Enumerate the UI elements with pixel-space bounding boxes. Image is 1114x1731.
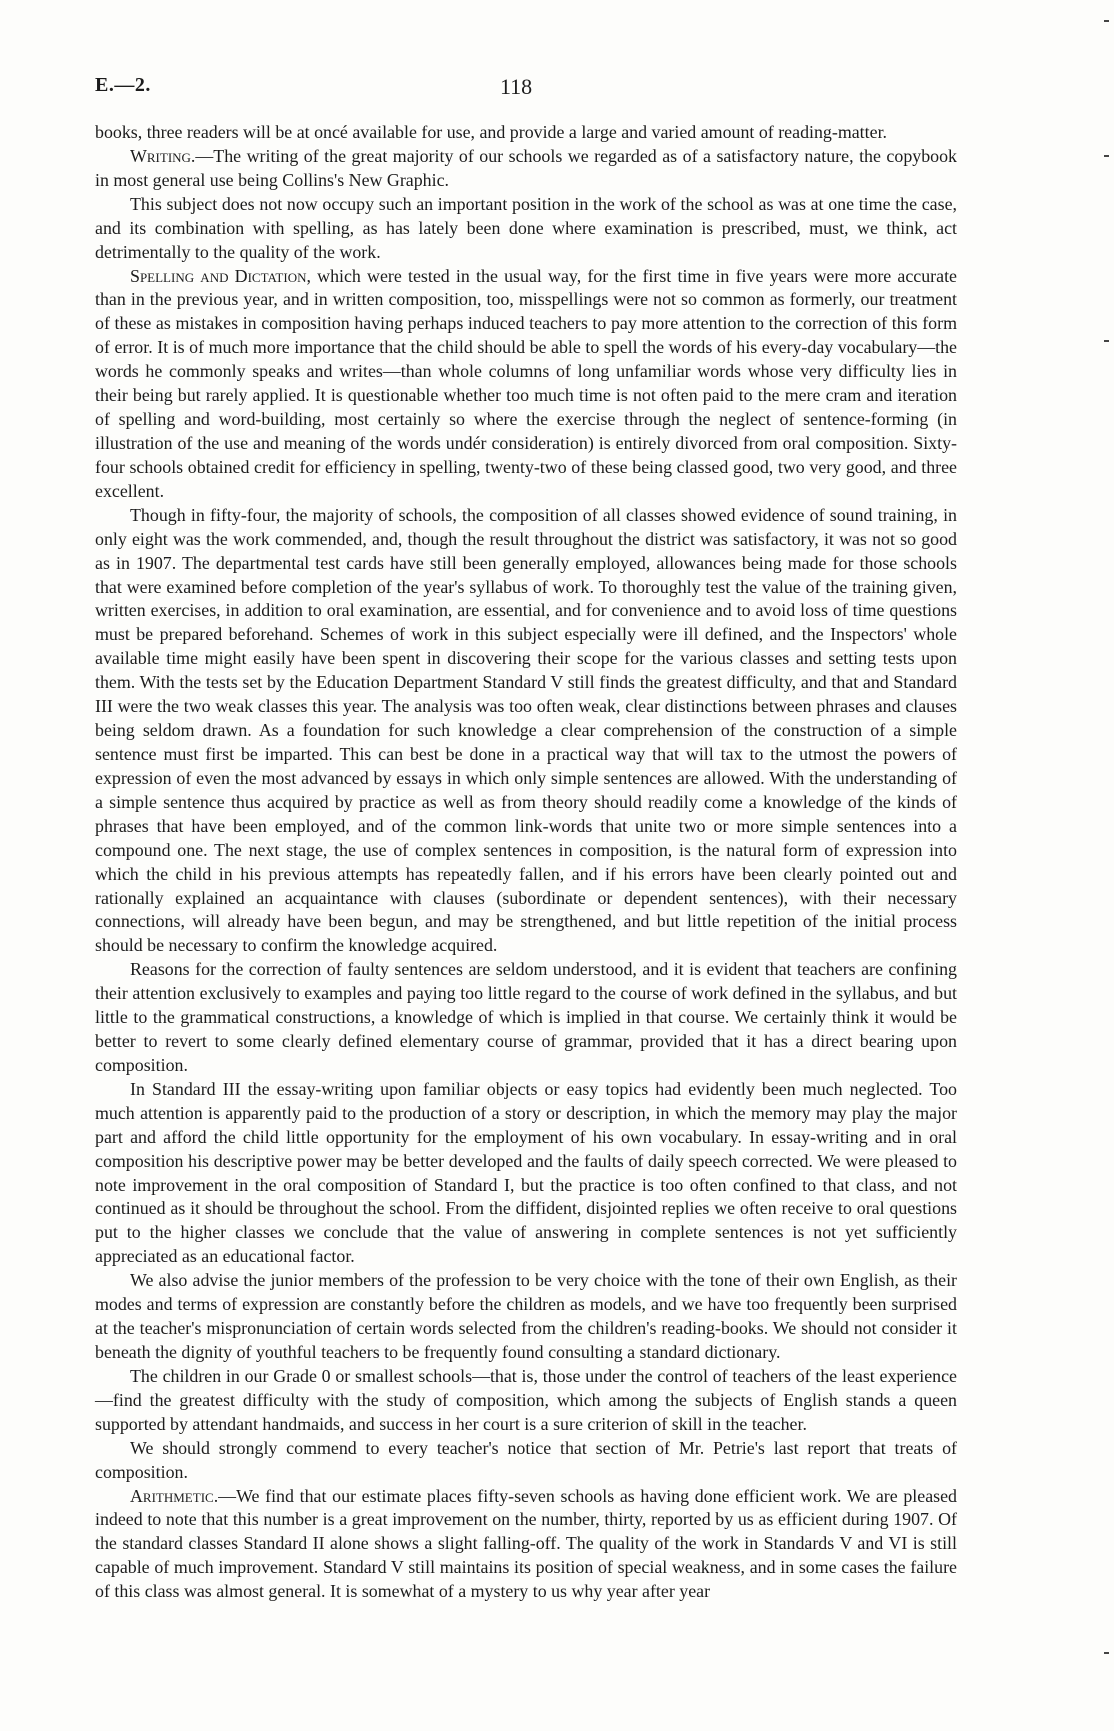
page-header	[95, 74, 955, 104]
paragraph	[95, 1078, 957, 1269]
margin-mark	[1104, 340, 1109, 342]
body-text	[95, 121, 957, 1604]
series-code: E.—2.	[95, 74, 151, 96]
margin-mark	[1104, 1652, 1109, 1654]
paragraph-writing	[95, 145, 957, 193]
paragraph-text: which were tested in the usual way, for the first time in five years were more accurate than in the previous year, and in written composition, too, misspellings were not so common as formerly, our treatment of these as mistakes in composition having perhaps induced teachers to pay more attention to the correction of this form of error. It is of much more importance that the child should be able to spell the words of his every-day vocabulary—the words he commonly speaks and writes—than whole columns of long unfamiliar words whose very difficulty lies in their being but rarely applied. It is questionable whether too much time is not often paid to the mere cram and iteration of spelling and word-building, most certainly so where the exercise through the neglect of sentence-forming (in illustration of the use and meaning of the words undér consideration) is entirely divorced from oral composition. Sixty-four schools obtained credit for efficiency in spelling, twenty-two of these being classed good, two very good, and three excellent.	[95, 265, 957, 501]
paragraph-text: Though in fifty-four, the majority of schools, the composition of all classes showed evidence of sound training, in only eight was the work commended, and, though the result throughout the district was satisfactory, it was not so good as in 1907. The departmental test cards have still been generally employed, allowances being made for those schools that were examined before completion of the year's syllabus of work. To thoroughly test the value of the training given, written exercises, in addition to oral examination, are essential, and for convenience and to avoid loss of time questions must be prepared beforehand. Schemes of work in this subject especially were ill defined, and the Inspectors' whole available time might easily have been spent in discovering their scope for the various classes and setting tests upon them. With the tests set by the Education Department Standard V still finds the greatest difficulty, and that and Standard III were the two weak classes this year. The analysis was too often weak, clear distinctions between phrases and clauses being seldom drawn. As a foundation for such knowledge a clear comprehension of the construction of a simple sentence must first be imparted. This can best be done in a practical way that will tax to the utmost the powers of expression of even the most advanced by essays in which only simple sentences are allowed. With the understanding of a simple sentence thus acquired by practice as well as from theory should readily come a knowledge of the kinds of phrases that have been employed, and of the common link-words that unite two or more simple sentences into a compound one. The next stage, the use of complex sentences in composition, is the natural form of expression into which the child in his previous attempts has repeatedly fallen, and if his errors have been clearly pointed out and rationally explained an acquaintance with clauses (subordinate or dependent sentences), with their necessary connections, will already have been begun, and may be strengthened, and but little repetition of the initial process should be necessary to confirm the knowledge acquired.	[95, 504, 957, 956]
margin-mark	[1104, 20, 1109, 22]
paragraph-text: We should strongly commend to every teacher's notice that section of Mr. Petrie's last report that treats of composition.	[95, 1437, 957, 1482]
paragraph	[95, 193, 957, 265]
section-heading-arithmetic: Arithmetic.	[130, 1485, 219, 1506]
page-number: 118	[500, 74, 533, 99]
paragraph-text: The children in our Grade 0 or smallest schools—that is, those under the control of teachers of the least experience—find the greatest difficulty with the study of composition, which among the subjects of English stands a queen supported by attendant handmaids, and success in her court is a sure criterion of skill in the teacher.	[95, 1365, 957, 1434]
paragraph	[95, 504, 957, 959]
paragraph-arithmetic	[95, 1485, 957, 1605]
paragraph-text: —We find that our estimate places fifty-seven schools as having done efficient work. We are pleased indeed to note that this number is a great improvement on the number, thirty, reported by us as efficient during 1907. Of the standard classes Standard II alone shows a slight falling-off. The quality of the work in Standards V and VI is still capable of much improvement. Standard V still maintains its position of special weakness, and in some cases the failure of this class was almost general. It is somewhat of a mystery to us why year after year	[95, 1485, 957, 1602]
paragraph-text: In Standard III the essay-writing upon familiar objects or easy topics had evidently been much neglected. Too much attention is apparently paid to the production of a story or description, in which the memory may play the major part and afford the child little opportunity for the employment of his own vocabulary. In essay-writing and in oral composition his descriptive power may be better developed and the faults of daily speech corrected. We were pleased to note improvement in the oral composition of Standard I, but the practice is too often confined to that class, and not continued as it should be throughout the school. From the diffident, disjointed replies we often receive to oral questions put to the higher classes we conclude that the value of answering in complete sentences is not yet sufficiently appreciated as an educational factor.	[95, 1078, 957, 1267]
paragraph-text: books, three readers will be at oncé available for use, and provide a large and varied amount of reading-matter.	[95, 122, 888, 142]
paragraph	[95, 958, 957, 1078]
paragraph-text: This subject does not now occupy such an important position in the work of the school as was at one time the case, and its combination with spelling, as has lately been done where examination is prescribed, must, we think, act detrimentally to the quality of the work.	[95, 193, 957, 262]
paragraph-text: We also advise the junior members of the profession to be very choice with the tone of their own English, as their modes and terms of expression are constantly before the children as models, and we have too frequently been surprised at the teacher's mispronunciation of certain words selected from the children's reading-books. We should not consider it beneath the dignity of youthful teachers to be frequently found consulting a standard dictionary.	[95, 1270, 957, 1363]
paragraph-spelling	[95, 265, 957, 504]
paragraph-text: —The writing of the great majority of our schools we regarded as of a satisfactory nature, the copybook in most general use being Collins's New Graphic.	[95, 145, 957, 190]
section-heading-writing: Writing.	[130, 145, 196, 166]
margin-mark	[1104, 155, 1109, 157]
paragraph	[95, 1269, 957, 1365]
paragraph-continued	[95, 121, 957, 145]
paragraph	[95, 1437, 957, 1485]
paragraph	[95, 1365, 957, 1437]
paragraph-text: Reasons for the correction of faulty sentences are seldom understood, and it is evident that teachers are confining their attention exclusively to examples and paying too little regard to the course of work defined in the syllabus, and but little to the grammatical constructions, a knowledge of which is implied in that course. We certainly think it would be better to revert to some clearly defined elementary course of grammar, provided that it has a direct bearing upon composition.	[95, 959, 957, 1075]
section-heading-spelling: Spelling and Dictation,	[130, 265, 311, 286]
